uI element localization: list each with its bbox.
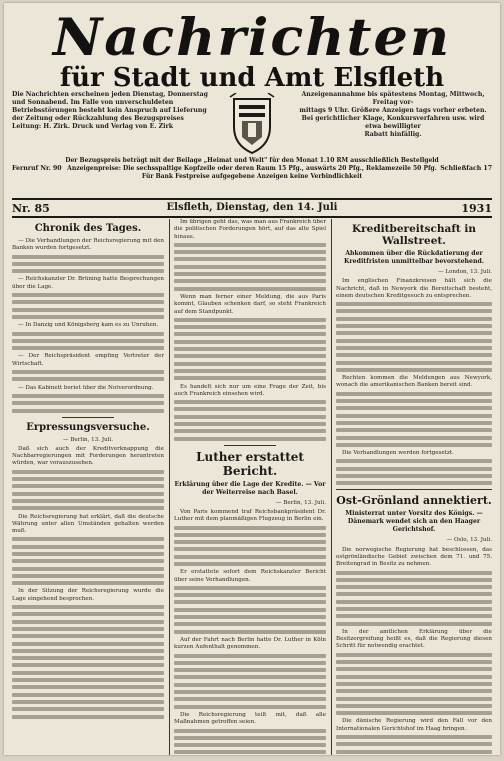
column-1	[12, 219, 164, 755]
article-separator	[336, 489, 492, 490]
text-lines	[336, 653, 492, 715]
article-paragraph: — In Danzig und Königsberg kam es zu Unruhen.	[18, 322, 159, 329]
header-rule	[12, 198, 492, 200]
advertising-info-line: Bei gerichtlicher Klage, Konkursverfahren usw. wird etwa bewilligter	[301, 115, 485, 130]
text-lines	[174, 318, 326, 380]
article-paragraph: Er erstattete sofort dem Reichskanzler Bericht über seine Verhandlungen.	[174, 569, 326, 583]
coat-of-arms-icon	[226, 93, 278, 155]
article-paragraph: Die Reichsregierung teilt mit, daß alle Maßnahmen getroffen seien.	[174, 711, 326, 726]
article-heading: Kreditbereitschaft in Wallstreet.	[352, 223, 476, 247]
text-lines	[12, 255, 164, 274]
article-paragraph: Es handelt sich nur um eine Frage der Zeit, bis auch Frankreich einsehen wird.	[174, 383, 326, 397]
advertising-info	[294, 91, 492, 139]
text-lines	[12, 537, 164, 585]
article-heading: Luther erstattet Bericht.	[196, 449, 304, 478]
article-heading: Chronik des Tages.	[34, 223, 142, 234]
text-lines	[174, 729, 326, 755]
issue-row	[12, 202, 492, 216]
masthead-title: Nachrichten	[52, 6, 452, 68]
advertising-info-line: Rabatt hinfällig.	[364, 131, 422, 138]
article-subheading: Ministerrat unter Vorsitz des Königs. — Dänemark wendet sich an den Haager Gerichtshof.	[345, 510, 483, 534]
subscription-line: Für Bank Festpreise aufgegebene Anzeigen keine Verbindlichkeit	[141, 173, 363, 180]
subscription-line: Der Bezugspreis beträgt mit der Beilage „Heimat und Welt" für den Monat 1.10 RM ausschließlich Bestellgeld	[65, 157, 439, 164]
article-paragraph: Auf der Fahrt nach Berlin hatte Dr. Luther in Köln kurzen Aufenthalt genommen.	[174, 636, 326, 651]
article-separator	[62, 417, 114, 418]
text-lines	[336, 459, 492, 485]
column-2	[174, 219, 326, 755]
text-lines	[12, 470, 164, 510]
article-columns	[12, 219, 492, 755]
issue-date: Elsfleth, Dienstag, den 14. Juli	[166, 202, 338, 213]
publication-info-line: Im Falle von unverschuldeten Betriebsstörungen besteht kein Anspruch	[12, 99, 174, 114]
article-paragraph: In der amtlichen Erklärung über die Besitzergreifung heißt es, daß die Regierung diesen Schritt für notwendig erachtet.	[336, 628, 492, 650]
article-paragraph: — Das Kabinett beriet über die Notverordnung.	[18, 384, 154, 391]
article-paragraph: Rechten kommen die Meldungen aus Newyork, wonach die amerikanischen Banken bereit sind.	[336, 375, 492, 389]
article-paragraph: Daß sich auch der Kreditverknappung die Nachbarregierungen mit Forderungen herantreten würden, war vorauszusehen.	[12, 445, 164, 467]
article-paragraph: Im englischen Finanzkreisen hält sich die Nachricht, daß in Newyork die Bereitschaft besteht, einem deutschen Kreditgesuch zu entsprechen.	[336, 278, 492, 299]
text-lines	[12, 370, 164, 381]
masthead	[14, 6, 490, 93]
newspaper-page	[4, 3, 500, 755]
text-lines	[336, 735, 492, 755]
article-subheading: Abkommen über die Rückdatierung der Kreditfristen unmittelbar bevorstehend.	[344, 250, 484, 265]
publication-info	[12, 91, 210, 131]
article-paragraph: Im übrigen geht das, was man aus Frankreich über die politischen Forderungen hört, auf das alte Spiel hinaus.	[174, 219, 326, 240]
article-separator	[224, 445, 276, 446]
article-subheading: Erklärung über die Lage der Kredite. — Vor der Weiterreise nach Basel.	[174, 480, 326, 496]
article-paragraph: Die Reichsregierung hat erklärt, daß die deutsche Währung unter allen Umständen gehalten werden muß.	[12, 513, 164, 535]
column-3	[336, 219, 492, 755]
article-heading: Erpressungsversuche.	[26, 421, 150, 433]
po-box: Schließfach 17	[440, 165, 492, 172]
text-lines	[174, 400, 326, 440]
article-paragraph: Wenn man ferner einer Meldung, die aus Paris kommt, Glauben schenken darf, so steht Frankreich auf dem Standpunkt.	[174, 293, 326, 315]
subscription-line: Anzeigenpreise: Die sechsspaltige Kopfzeile oder deren Raum 15 Pfg., auswärts 20 Pfg., Reklamezeile 50 Pfg.	[67, 165, 437, 172]
dateline: — Berlin, 13. Juli.	[275, 499, 326, 506]
masthead-subtitle: für Stadt und Amt Elsfleth	[59, 63, 445, 93]
dateline: — Berlin, 13. Juli.	[62, 436, 114, 443]
article-paragraph: — Die Verhandlungen der Reichsregierung mit den Banken wurden fortgesetzt.	[12, 238, 164, 252]
header-rule-bottom	[12, 216, 492, 218]
publication-info-line: Die Nachrichten erscheinen jeden Dienstag, Donnerstag und Sonnabend.	[12, 91, 208, 106]
text-lines	[174, 526, 326, 566]
publication-info-line: auf Lieferung der Zeitung oder Rückzahlung des Bezugspreises	[12, 107, 207, 122]
article-paragraph: In der Sitzung der Reichsregierung wurde die Lage eingehend besprochen.	[12, 588, 164, 602]
article-paragraph: Von Paris kommend traf Reichsbankpräsident Dr. Luther mit dem planmäßigen Flugzeug in Berlin ein.	[174, 508, 326, 523]
article-paragraph: — Der Reichspräsident empfing Vertreter der Wirtschaft.	[12, 353, 164, 367]
issue-number: Nr. 85	[12, 202, 50, 215]
info-row	[12, 91, 492, 159]
text-lines	[12, 394, 164, 413]
text-lines	[336, 392, 492, 447]
text-lines	[336, 571, 492, 626]
text-lines	[174, 586, 326, 634]
advertising-info-line: mittags 9 Uhr. Größere Anzeigen tags vorher erbeten.	[299, 107, 487, 114]
text-lines	[12, 293, 164, 319]
dateline: — Oslo, 13. Juli.	[446, 537, 492, 544]
article-heading: Ost-Grönland annektiert.	[336, 494, 492, 508]
article-paragraph: — Reichskanzler Dr. Brüning hatte Besprechungen über die Lage.	[12, 276, 164, 290]
text-lines	[12, 605, 164, 718]
text-lines	[174, 654, 326, 709]
issue-year: 1931	[461, 202, 492, 215]
advertising-info-line: Anzeigenannahme bis spätestens Montag, Mittwoch, Freitag vor-	[301, 91, 485, 106]
article-paragraph: Die Verhandlungen werden fortgesetzt.	[342, 450, 454, 457]
phone-number: Fernruf Nr. 90	[12, 165, 62, 172]
article-paragraph: Die norwegische Regierung hat beschlossen, das ostgrönländische Gebiet zwischen dem 71. und 75. Breitengrad in Besitz zu nehmen.	[336, 546, 492, 568]
article-paragraph: Die dänische Regierung wird den Fall vor den Internationalen Gerichtshof im Haag bringen.	[336, 718, 492, 732]
subscription-info	[12, 157, 492, 187]
dateline: — London, 13. Juli.	[437, 269, 492, 275]
column-divider	[331, 219, 332, 755]
publication-info-line: Leitung: H. Zirk. Druck und Verlag von E. Zirk	[12, 123, 174, 130]
text-lines	[12, 332, 164, 351]
column-divider	[169, 219, 170, 755]
text-lines	[174, 243, 326, 291]
text-lines	[336, 302, 492, 372]
